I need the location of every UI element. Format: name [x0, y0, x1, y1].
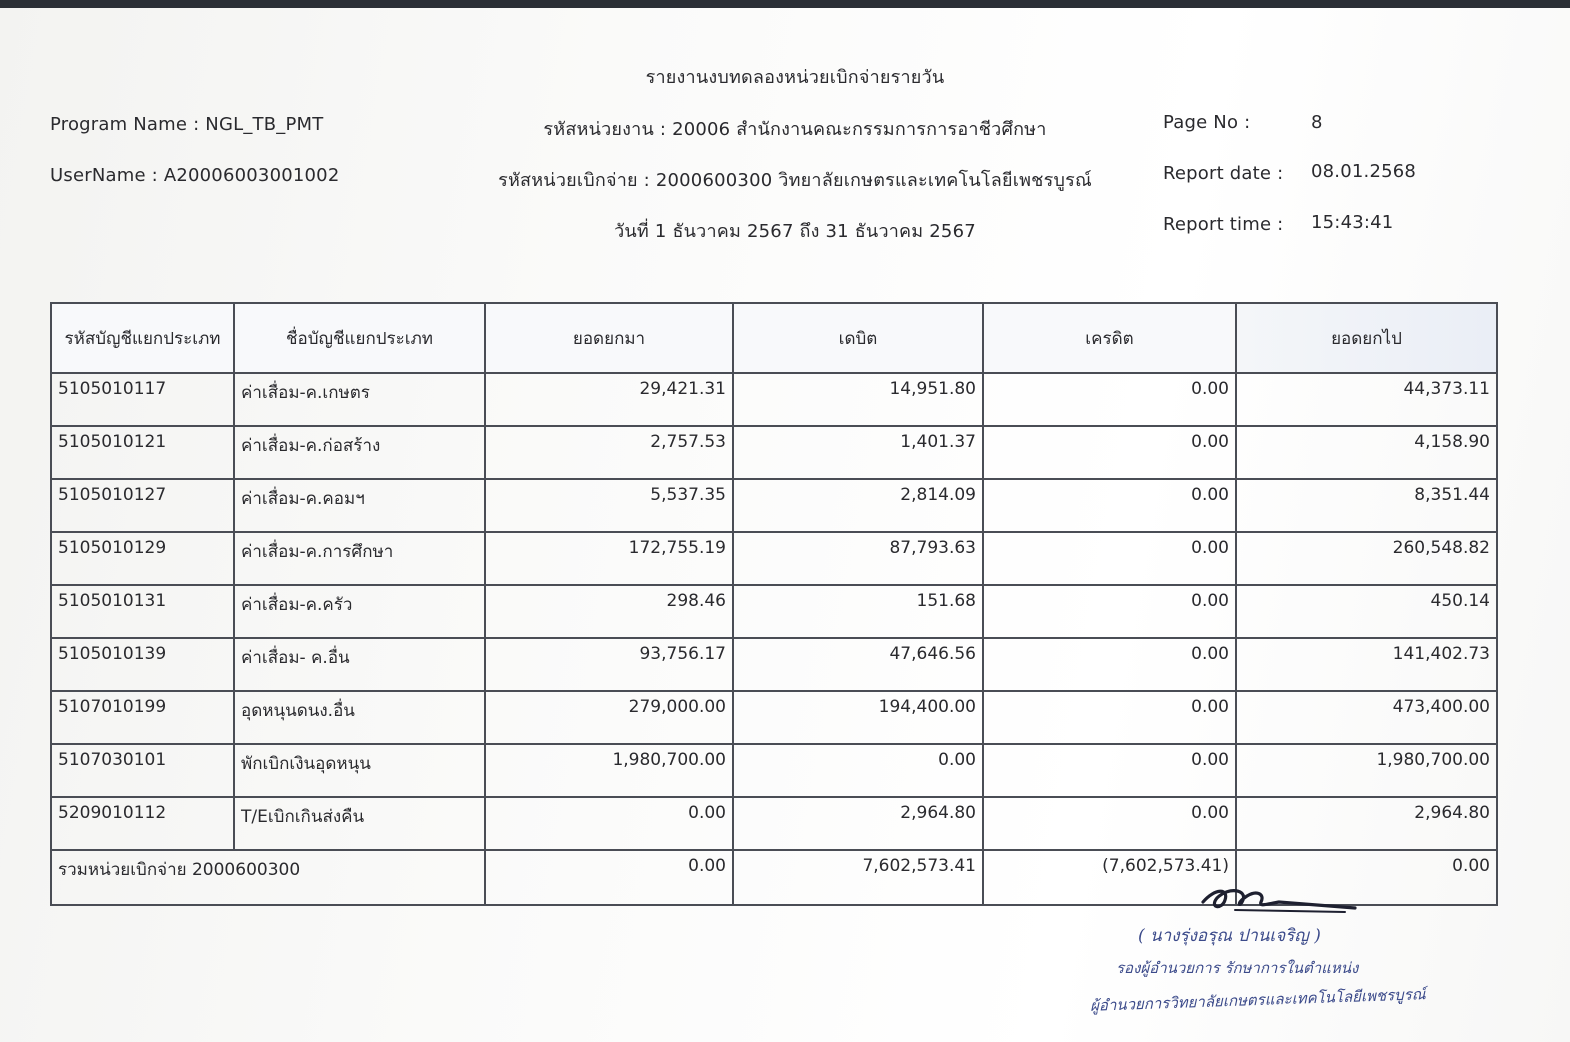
- brought-forward-cell: 0.00: [485, 797, 733, 850]
- handwritten-signature: [1195, 880, 1365, 920]
- photo-top-edge: [0, 0, 1570, 8]
- total-label: รวมหน่วยเบิกจ่าย 2000600300: [51, 850, 485, 905]
- carried-forward-cell: 44,373.11: [1236, 373, 1497, 426]
- report-time-value: 15:43:41: [1311, 212, 1394, 233]
- debit-cell: 194,400.00: [733, 691, 983, 744]
- agency-line: รหัสหน่วยงาน : 20006 สำนักงานคณะกรรมการการอาชีวศึกษา: [543, 119, 1047, 140]
- report-title: รายงานงบทดลองหน่วยเบิกจ่ายรายวัน: [645, 67, 945, 88]
- account-code-cell: 5105010117: [51, 373, 234, 426]
- account-code-cell: 5105010129: [51, 532, 234, 585]
- debit-cell: 1,401.37: [733, 426, 983, 479]
- brought-forward-cell: 93,756.17: [485, 638, 733, 691]
- report-page: [0, 8, 1570, 1042]
- credit-cell: 0.00: [983, 638, 1236, 691]
- table-row: [51, 373, 1497, 426]
- account-name-cell: T/Eเบิกเกินส่งคืน: [234, 797, 485, 850]
- header-account-code: รหัสบัญชีแยกประเภท: [51, 303, 234, 373]
- debit-cell: 151.68: [733, 585, 983, 638]
- debit-cell: 87,793.63: [733, 532, 983, 585]
- carried-forward-cell: 4,158.90: [1236, 426, 1497, 479]
- credit-cell: 0.00: [983, 744, 1236, 797]
- brought-forward-cell: 1,980,700.00: [485, 744, 733, 797]
- credit-cell: 0.00: [983, 585, 1236, 638]
- user-name: UserName : A20006003001002: [50, 165, 340, 186]
- header-brought-forward: ยอดยกมา: [485, 303, 733, 373]
- account-code-cell: 5105010139: [51, 638, 234, 691]
- account-name-cell: ค่าเสื่อม-ค.ก่อสร้าง: [234, 426, 485, 479]
- table-row: [51, 479, 1497, 532]
- table-row: [51, 638, 1497, 691]
- credit-cell: 0.00: [983, 373, 1236, 426]
- debit-cell: 14,951.80: [733, 373, 983, 426]
- disbursement-unit-line: รหัสหน่วยเบิกจ่าย : 2000600300 วิทยาลัยเกษตรและเทคโนโลยีเพชรบูรณ์: [498, 170, 1092, 191]
- report-date-value: 08.01.2568: [1311, 161, 1417, 182]
- brought-forward-cell: 298.46: [485, 585, 733, 638]
- signer-name: ( นางรุ่งอรุณ ปานเจริญ ): [1138, 926, 1321, 946]
- report-time-label: Report time :: [1163, 214, 1284, 235]
- account-code-cell: 5107010199: [51, 691, 234, 744]
- account-name-cell: ค่าเสื่อม-ค.เกษตร: [234, 373, 485, 426]
- table-row: [51, 585, 1497, 638]
- carried-forward-cell: 8,351.44: [1236, 479, 1497, 532]
- account-name-cell: พักเบิกเงินอุดหนุน: [234, 744, 485, 797]
- trial-balance-table: [50, 302, 1498, 906]
- debit-cell: 2,814.09: [733, 479, 983, 532]
- table-row: [51, 532, 1497, 585]
- brought-forward-cell: 2,757.53: [485, 426, 733, 479]
- header-account-name: ชื่อบัญชีแยกประเภท: [234, 303, 485, 373]
- brought-forward-cell: 279,000.00: [485, 691, 733, 744]
- total-brought-forward: 0.00: [485, 850, 733, 905]
- account-code-cell: 5105010121: [51, 426, 234, 479]
- account-name-cell: ค่าเสื่อม- ค.อื่น: [234, 638, 485, 691]
- account-code-cell: 5209010112: [51, 797, 234, 850]
- account-name-cell: ค่าเสื่อม-ค.ครัว: [234, 585, 485, 638]
- brought-forward-cell: 5,537.35: [485, 479, 733, 532]
- account-code-cell: 5105010131: [51, 585, 234, 638]
- debit-cell: 47,646.56: [733, 638, 983, 691]
- credit-cell: 0.00: [983, 479, 1236, 532]
- carried-forward-cell: 1,980,700.00: [1236, 744, 1497, 797]
- credit-cell: 0.00: [983, 797, 1236, 850]
- table-row: [51, 691, 1497, 744]
- total-credit: (7,602,573.41): [983, 850, 1236, 905]
- account-code-cell: 5105010127: [51, 479, 234, 532]
- total-debit: 7,602,573.41: [733, 850, 983, 905]
- brought-forward-cell: 172,755.19: [485, 532, 733, 585]
- page-no-value: 8: [1311, 112, 1323, 133]
- debit-cell: 0.00: [733, 744, 983, 797]
- account-name-cell: อุดหนุนดนง.อื่น: [234, 691, 485, 744]
- carried-forward-cell: 450.14: [1236, 585, 1497, 638]
- total-carried-forward: 0.00: [1236, 850, 1497, 905]
- report-date-label: Report date :: [1163, 163, 1284, 184]
- table-row: [51, 426, 1497, 479]
- table-row: [51, 744, 1497, 797]
- carried-forward-cell: 141,402.73: [1236, 638, 1497, 691]
- carried-forward-cell: 260,548.82: [1236, 532, 1497, 585]
- header-credit: เครดิต: [983, 303, 1236, 373]
- credit-cell: 0.00: [983, 532, 1236, 585]
- signature-block: [1080, 878, 1480, 1028]
- table-row: [51, 797, 1497, 850]
- debit-cell: 2,964.80: [733, 797, 983, 850]
- signer-office: ผู้อำนวยการวิทยาลัยเกษตรและเทคโนโลยีเพชรบูรณ์: [1089, 985, 1426, 1015]
- account-code-cell: 5107030101: [51, 744, 234, 797]
- table-header-row: [51, 303, 1497, 373]
- header-debit: เดบิต: [733, 303, 983, 373]
- header-carried-forward: ยอดยกไป: [1236, 303, 1497, 373]
- signer-position: รองผู้อำนวยการ รักษาการในตำแหน่ง: [1116, 959, 1359, 977]
- account-name-cell: ค่าเสื่อม-ค.คอมฯ: [234, 479, 485, 532]
- credit-cell: 0.00: [983, 691, 1236, 744]
- carried-forward-cell: 2,964.80: [1236, 797, 1497, 850]
- account-name-cell: ค่าเสื่อม-ค.การศึกษา: [234, 532, 485, 585]
- period-line: วันที่ 1 ธันวาคม 2567 ถึง 31 ธันวาคม 2567: [614, 221, 976, 242]
- program-name: Program Name : NGL_TB_PMT: [50, 114, 324, 135]
- credit-cell: 0.00: [983, 426, 1236, 479]
- brought-forward-cell: 29,421.31: [485, 373, 733, 426]
- page-no-label: Page No :: [1163, 112, 1251, 133]
- carried-forward-cell: 473,400.00: [1236, 691, 1497, 744]
